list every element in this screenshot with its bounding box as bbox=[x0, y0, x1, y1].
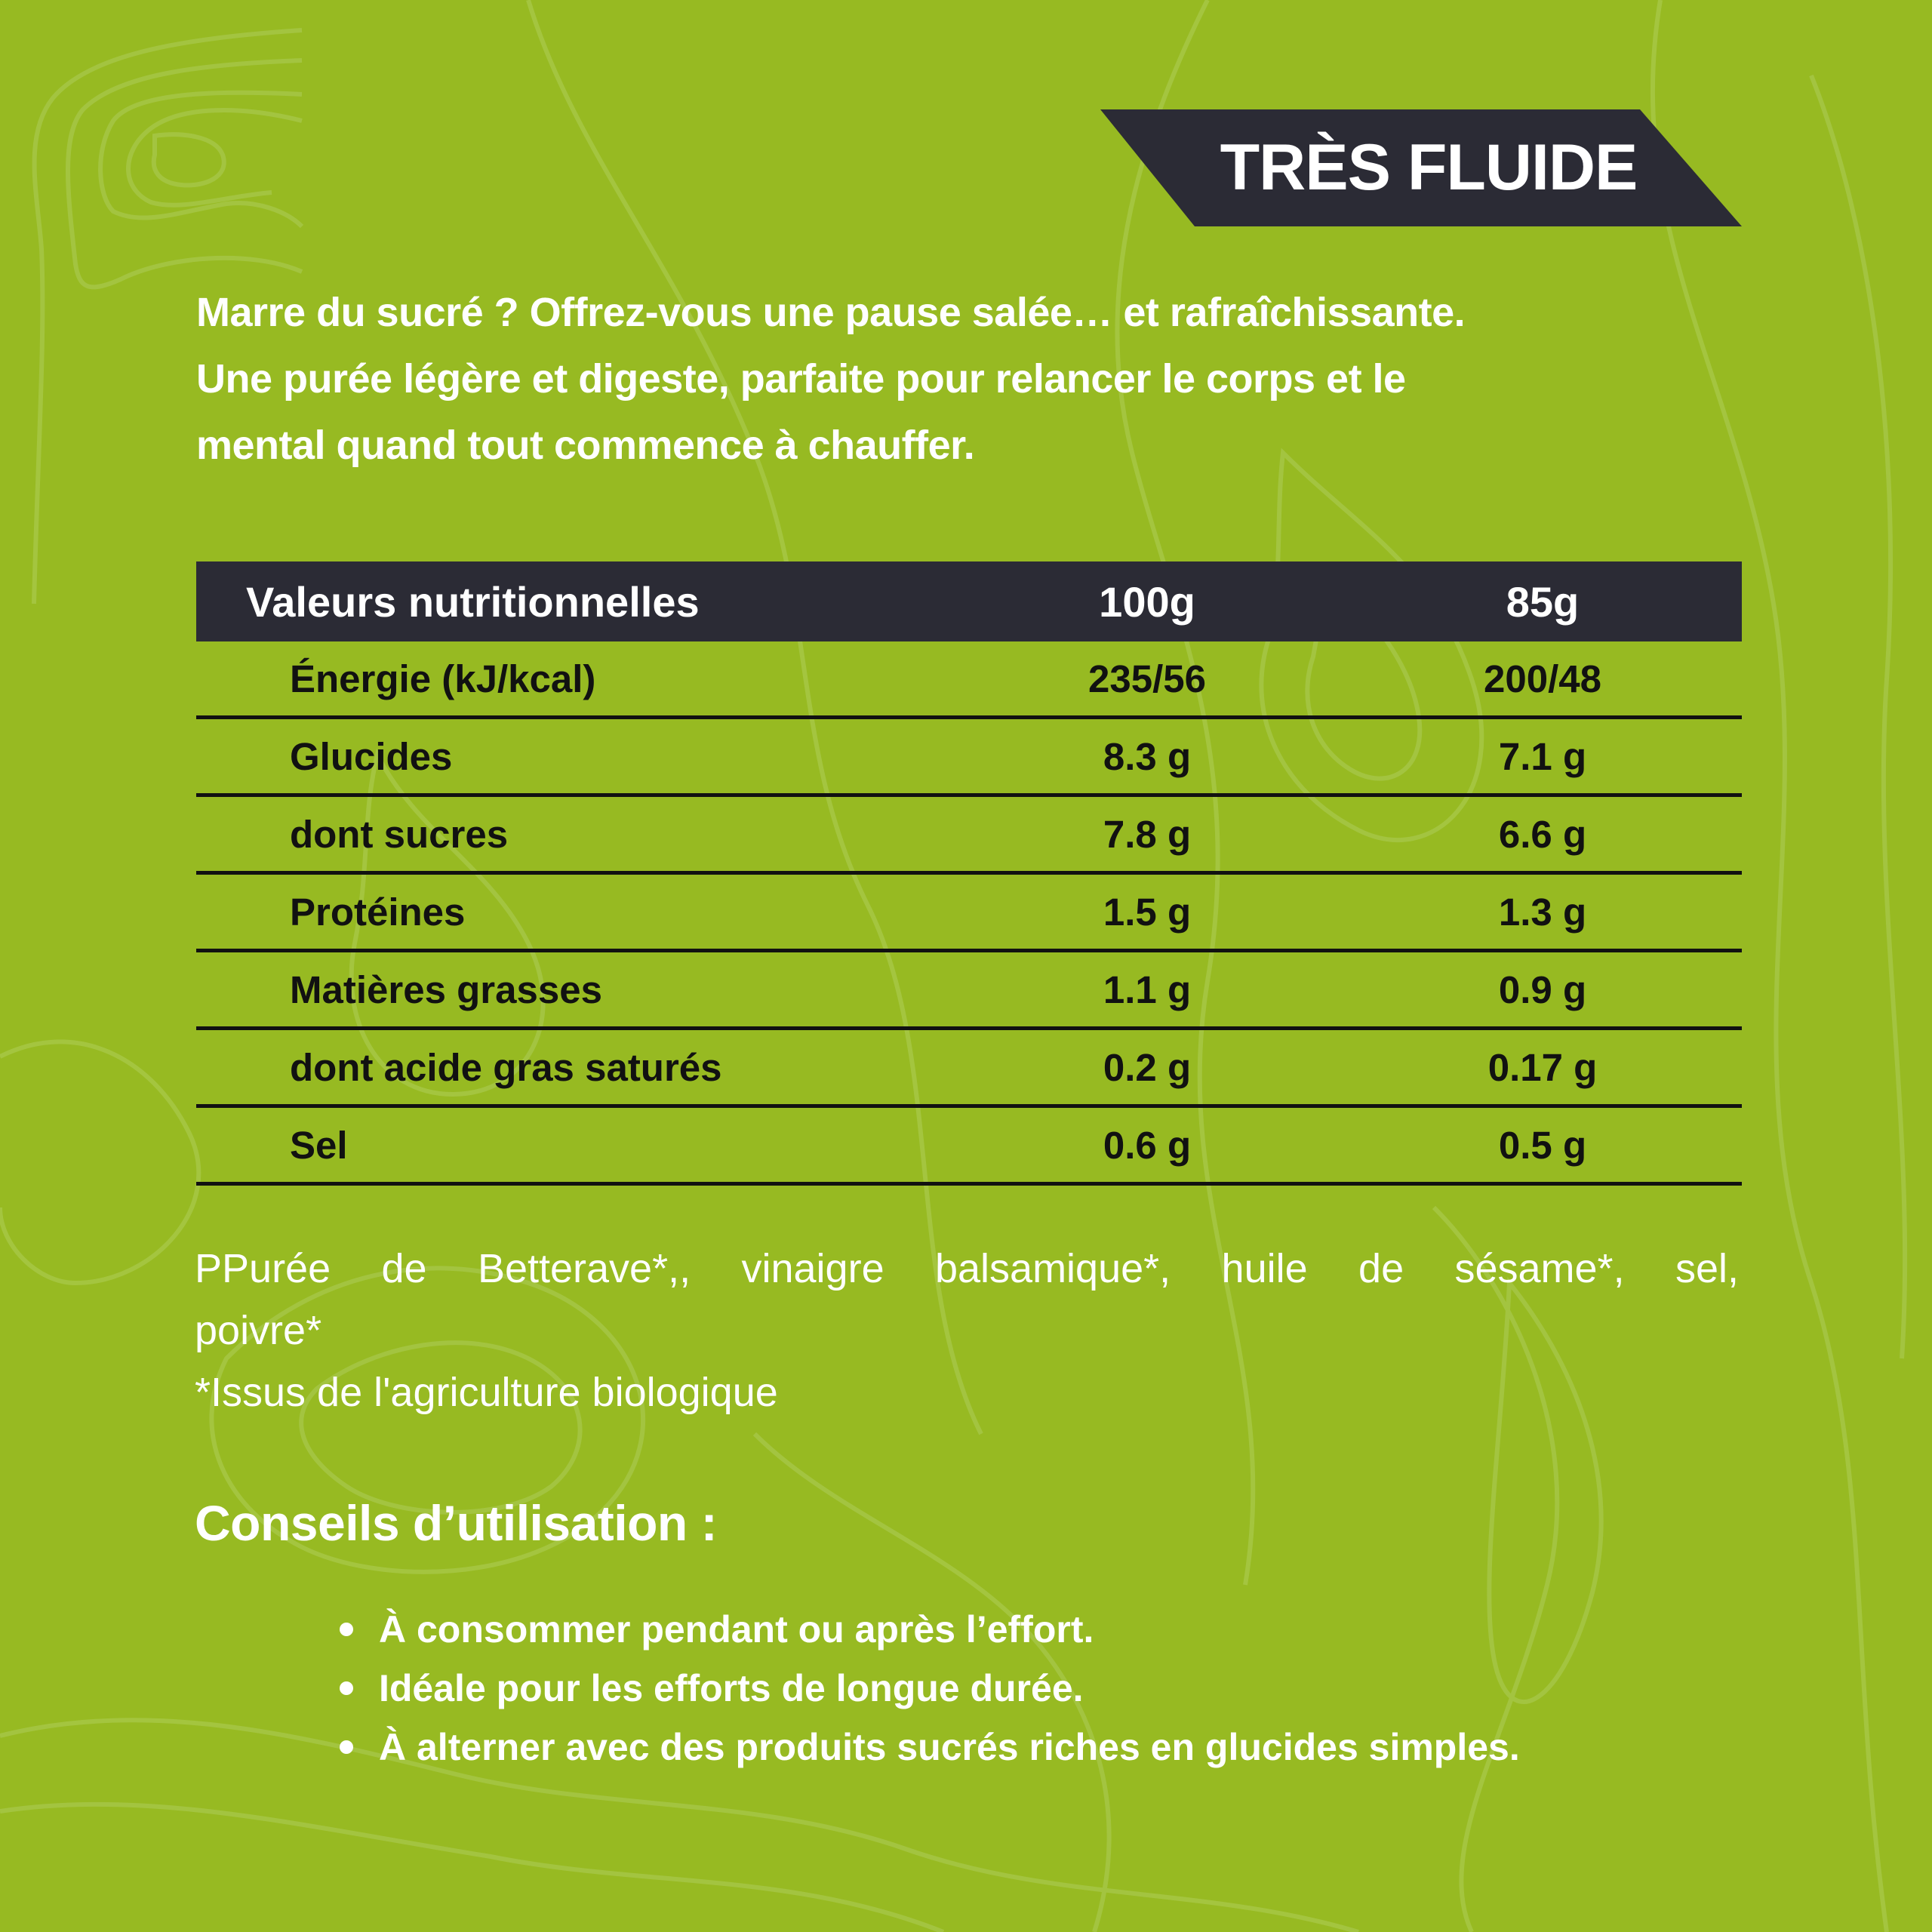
tip-text: À consommer pendant ou après l’effort. bbox=[379, 1608, 1094, 1651]
row-value-85g: 6.6 g bbox=[1498, 812, 1587, 856]
ingredients-section bbox=[195, 1238, 1739, 1423]
description-line: mental quand tout commence à chauffer. bbox=[196, 423, 975, 468]
list-item bbox=[340, 1659, 1520, 1718]
table-row-proteins bbox=[196, 875, 1742, 952]
nutrition-table bbox=[196, 561, 1742, 1186]
table-row-energy bbox=[196, 641, 1742, 719]
description-line: Marre du sucré ? Offrez-vous une pause salée… et rafraîchissante. bbox=[196, 290, 1466, 335]
row-label: Sel bbox=[290, 1123, 348, 1167]
badge-label: TRÈS FLUIDE bbox=[1220, 131, 1638, 204]
row-label: Glucides bbox=[290, 734, 453, 778]
description-line: Une purée légère et digeste, parfaite pour relancer le corps et le bbox=[196, 356, 1406, 401]
row-value-100g: 0.2 g bbox=[1103, 1045, 1192, 1089]
row-value-100g: 0.6 g bbox=[1103, 1123, 1192, 1167]
ingredients-list-continued: poivre* bbox=[195, 1308, 322, 1353]
row-value-85g: 200/48 bbox=[1484, 657, 1601, 700]
row-value-85g: 0.17 g bbox=[1487, 1045, 1598, 1089]
row-value-100g: 1.1 g bbox=[1103, 968, 1192, 1011]
row-value-85g: 7.1 g bbox=[1498, 734, 1587, 778]
table-row-salt bbox=[196, 1108, 1742, 1186]
usage-tips-title: Conseils d’utilisation : bbox=[195, 1495, 718, 1551]
table-row-fats bbox=[196, 952, 1742, 1030]
header-per-100g: 100g bbox=[1099, 577, 1195, 626]
texture-badge bbox=[1100, 109, 1742, 226]
tip-text: À alterner avec des produits sucrés riches en glucides simples. bbox=[379, 1726, 1520, 1768]
table-row-sugars bbox=[196, 797, 1742, 875]
row-value-85g: 1.3 g bbox=[1498, 890, 1587, 934]
list-item bbox=[340, 1600, 1520, 1659]
row-label: Protéines bbox=[290, 890, 466, 934]
bullet-icon bbox=[340, 1623, 353, 1636]
product-description bbox=[196, 279, 1743, 478]
row-label: Énergie (kJ/kcal) bbox=[290, 657, 596, 700]
bullet-icon bbox=[340, 1681, 353, 1695]
table-row-carbs bbox=[196, 719, 1742, 797]
ingredients-list: PPurée de Betterave*,, vinaigre balsamique*, huile de sésame*, sel, bbox=[195, 1246, 1739, 1291]
row-value-100g: 1.5 g bbox=[1103, 890, 1192, 934]
usage-tips-list bbox=[340, 1600, 1520, 1777]
header-nutrition-values: Valeurs nutritionnelles bbox=[246, 577, 700, 626]
row-label: dont acide gras saturés bbox=[290, 1045, 722, 1089]
header-per-85g: 85g bbox=[1506, 577, 1580, 626]
row-label: Matières grasses bbox=[290, 968, 602, 1011]
organic-note: *Issus de l'agriculture biologique bbox=[195, 1370, 778, 1415]
row-label: dont sucres bbox=[290, 812, 509, 856]
row-value-85g: 0.9 g bbox=[1498, 968, 1587, 1011]
tip-text: Idéale pour les efforts de longue durée. bbox=[379, 1667, 1084, 1709]
table-row-saturated-fats bbox=[196, 1030, 1742, 1108]
list-item bbox=[340, 1718, 1520, 1777]
row-value-100g: 8.3 g bbox=[1103, 734, 1192, 778]
row-value-100g: 235/56 bbox=[1088, 657, 1206, 700]
bullet-icon bbox=[340, 1740, 353, 1754]
row-value-85g: 0.5 g bbox=[1498, 1123, 1587, 1167]
row-value-100g: 7.8 g bbox=[1103, 812, 1192, 856]
nutrition-table-header bbox=[196, 561, 1742, 641]
